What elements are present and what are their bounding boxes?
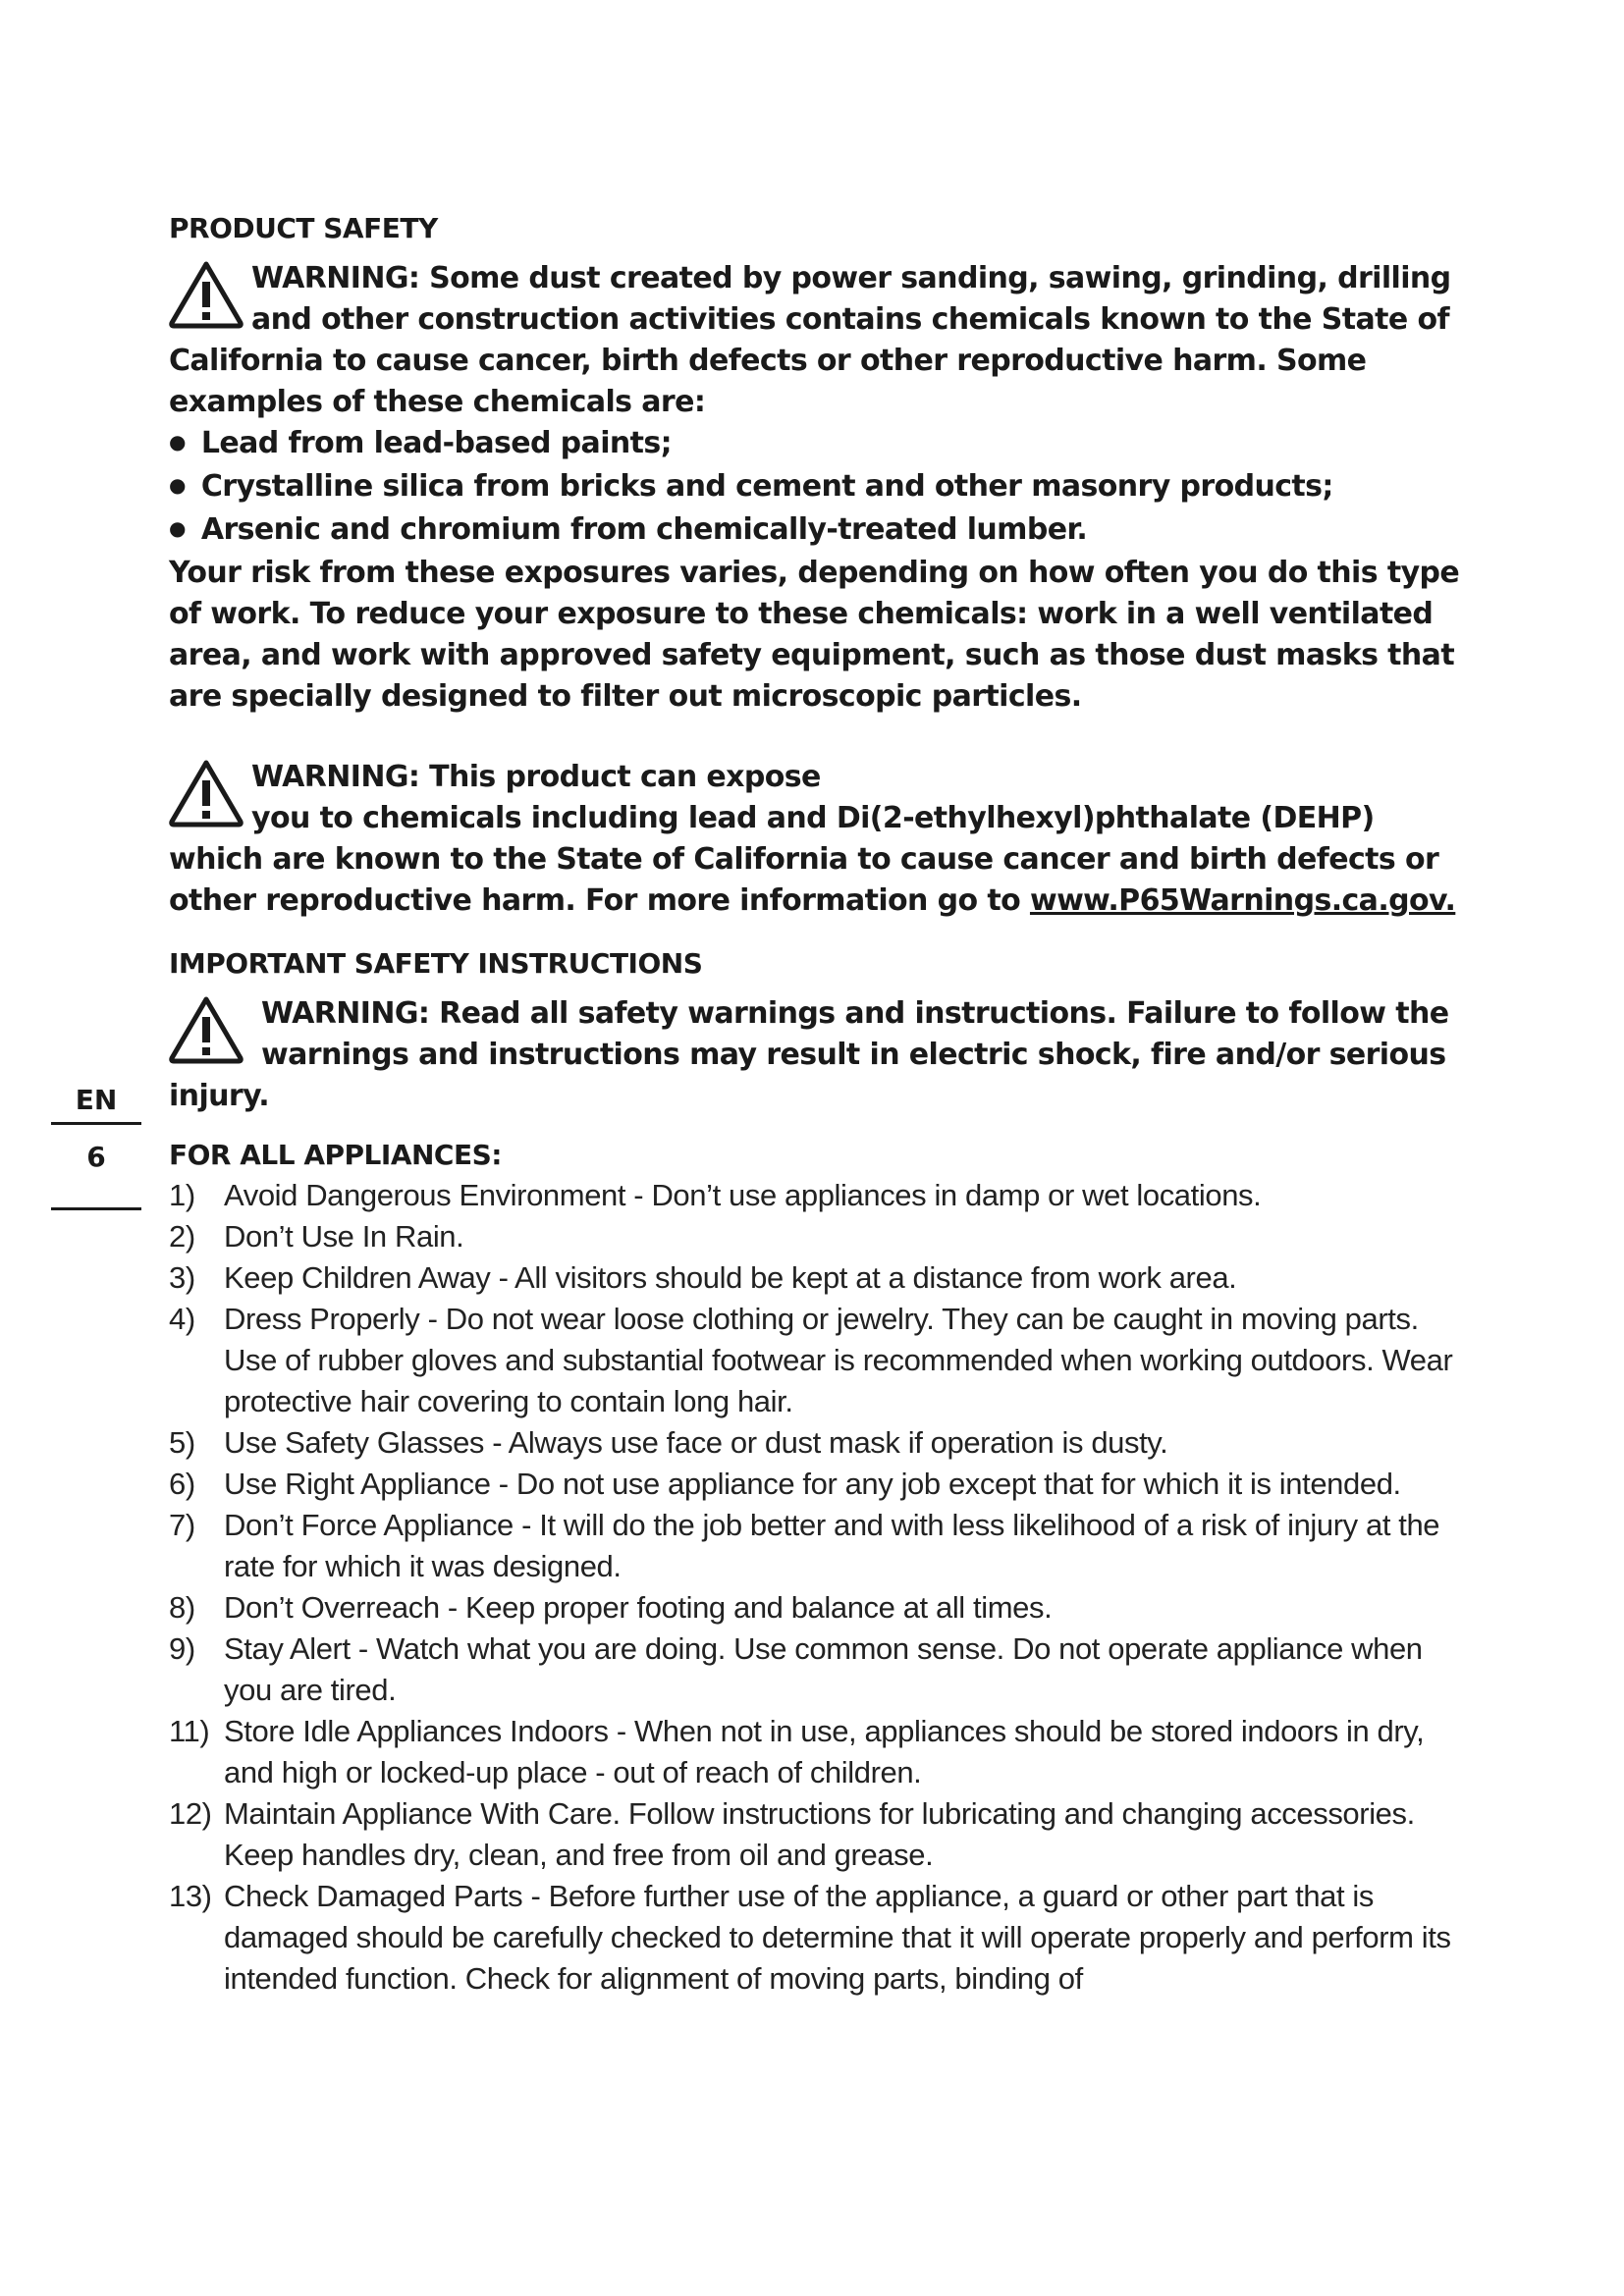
item-number: 2) (169, 1219, 195, 1254)
sidebar-divider (51, 1122, 141, 1125)
warning-triangle-icon (169, 260, 244, 329)
item-number: 9) (169, 1631, 195, 1666)
item-text: Avoid Dangerous Environment - Don’t use appliances in damp or wet locations. (224, 1178, 1262, 1212)
item-text: Don’t Force Appliance - It will do the job better and with less likelihood of a risk of injury at the rate for which it was designed. (224, 1508, 1440, 1583)
item-text: Don’t Overreach - Keep proper footing and balance at all times. (224, 1590, 1053, 1625)
manual-page (169, 212, 1475, 2000)
prop65-warning-text: you to chemicals including lead and Di(2-ethylhexyl)phthalate (DEHP) which are known to the State of California to cause cancer and birth defects or other reproductive harm. For more information go to (169, 801, 1439, 918)
list-item (169, 1216, 1475, 1257)
item-text: Check Damaged Parts - Before further use of the appliance, a guard or other part that is damaged should be carefully checked to determine that it will operate properly and perform its intended function. Check for alignment of moving parts, binding of (224, 1879, 1451, 1996)
list-item (169, 1464, 1475, 1505)
instruction-list (169, 1175, 1475, 2000)
list-item (169, 1505, 1475, 1587)
item-number: 8) (169, 1590, 195, 1625)
list-item (169, 1422, 1475, 1464)
list-item (169, 1299, 1475, 1422)
list-item: ● Lead from lead-based paints; (169, 423, 1475, 466)
chemical-list (169, 423, 1475, 553)
language-label: EN (75, 1084, 118, 1116)
sidebar-divider (51, 1207, 141, 1210)
item-number: 4) (169, 1302, 195, 1336)
item-number: 11) (169, 1714, 210, 1748)
list-item (169, 1793, 1475, 1876)
item-number: 13) (169, 1879, 212, 1913)
list-item (169, 1257, 1475, 1299)
dust-warning-text: WARNING: Some dust created by power sanding, sawing, grinding, drilling and other construction activities contains chemicals known to the State of California to cause cancer, birth defects or other reproductive harm. Some examples of these chemicals are: (169, 261, 1451, 419)
all-appliances-heading: FOR ALL APPLIANCES: (169, 1139, 502, 1171)
item-text: Don’t Use In Rain. (224, 1219, 464, 1254)
dust-warning-advice: Your risk from these exposures varies, depending on how often you do this type of work. To reduce your exposure to these chemicals: work in a well ventilated area, and work with approved safety equipment, such as those dust masks that are specially designed to filter out microscopic particles. (169, 556, 1460, 714)
item-number: 5) (169, 1425, 195, 1460)
general-warning (169, 993, 1475, 1117)
list-item (169, 1175, 1475, 1216)
warning-triangle-icon (169, 995, 244, 1064)
list-item (169, 1711, 1475, 1793)
list-item: ● Crystalline silica from bricks and cement and other masonry products; (169, 466, 1475, 509)
item-text: Stay Alert - Watch what you are doing. Use common sense. Do not operate appliance when you are tired. (224, 1631, 1423, 1707)
item-number: 7) (169, 1508, 195, 1542)
item-text: Store Idle Appliances Indoors - When not in use, appliances should be stored indoors in dry, and high or locked-up place - out of reach of children. (224, 1714, 1425, 1789)
list-item (169, 1629, 1475, 1711)
list-item (169, 1587, 1475, 1629)
item-text: Maintain Appliance With Care. Follow instructions for lubricating and changing accessories. Keep handles dry, clean, and free from oil and grease. (224, 1796, 1415, 1872)
list-item: ● Arsenic and chromium from chemically-treated lumber. (169, 509, 1475, 553)
item-text: Use Right Appliance - Do not use appliance for any job except that for which it is intended. (224, 1467, 1401, 1501)
prop65-warning (169, 757, 1475, 922)
prop65-warning-first-line: WARNING: This product can expose (251, 760, 821, 794)
item-text: Dress Properly - Do not wear loose clothing or jewelry. They can be caught in moving parts. Use of rubber gloves and substantial footwear is recommended when working outdoors. Wear protective hair covering to contain long hair. (224, 1302, 1453, 1418)
important-safety-heading: IMPORTANT SAFETY INSTRUCTIONS (169, 947, 703, 980)
item-number: 12) (169, 1796, 212, 1831)
item-text: Keep Children Away - All visitors should be kept at a distance from work area. (224, 1260, 1237, 1295)
dust-warning (169, 258, 1475, 718)
item-number: 1) (169, 1178, 195, 1212)
item-number: 6) (169, 1467, 195, 1501)
product-safety-heading: PRODUCT SAFETY (169, 212, 438, 244)
p65-website-link[interactable]: www.P65Warnings.ca.gov. (1029, 883, 1456, 918)
item-number: 3) (169, 1260, 195, 1295)
list-item (169, 1876, 1475, 2000)
page-number: 6 (86, 1141, 106, 1173)
general-warning-text: WARNING: Read all safety warnings and instructions. Failure to follow the warnings and instructions may result in electric shock, fire and/or serious injury. (169, 996, 1449, 1113)
item-text: Use Safety Glasses - Always use face or dust mask if operation is dusty. (224, 1425, 1168, 1460)
warning-triangle-icon (169, 759, 244, 828)
